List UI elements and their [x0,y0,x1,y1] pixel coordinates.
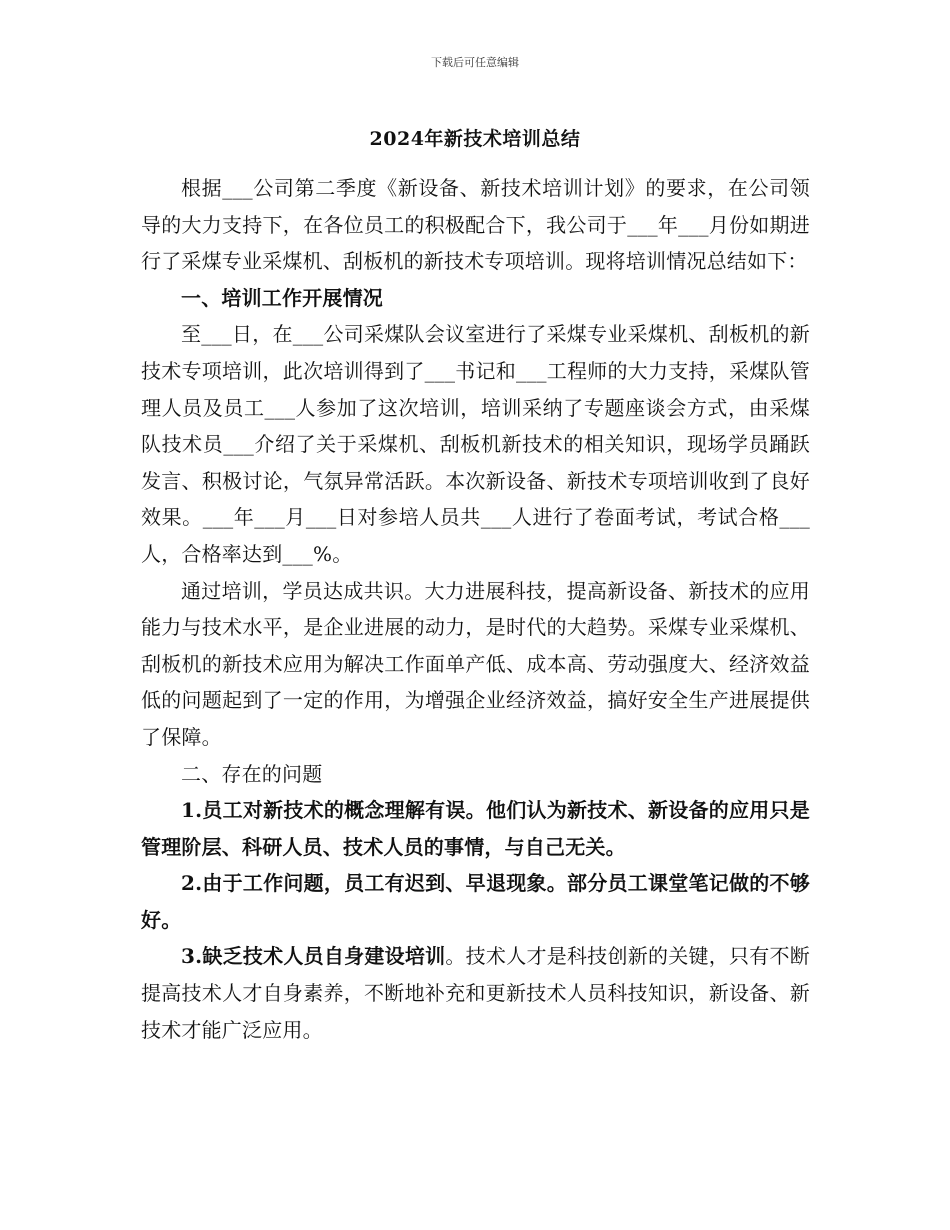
page-header-note: 下载后可任意编辑 [431,56,519,69]
problem-item-3-rest: 。技术人才是科技创新的关键，只有不断提高技术人才自身素养，不断地补充和更新技术人员科技知识，新设备、新技术才能广泛应用。 [141,944,810,1042]
document-body [141,170,810,1048]
problem-item-1: 1.员工对新技术的概念理解有误。他们认为新技术、新设备的应用只是管理阶层、科研人员、技术人员的事情，与自己无关。 [141,798,810,859]
section-heading-training: 一、培训工作开展情况 [181,285,383,310]
document-title: 2024年新技术培训总结 [369,128,581,150]
problem-item-3-lead: 3.缺乏技术人员自身建设培训 [181,944,446,969]
section-heading-problems: 二、存在的问题 [181,761,323,786]
training-details-paragraph: 至___日，在___公司采煤队会议室进行了采煤专业采煤机、刮板机的新技术专项培训，此次培训得到了___书记和___工程师的大力支持，采煤队管理人员及员工___人参加了这次培训，培训采纳了专题座谈会方式，由采煤队技术员___介绍了关于采煤机、刮板机新技术的相关知识，现场学员踊跃发言、积极讨论，气氛异常活跃。本次新设备、新技术专项培训收到了良好效果。___年___月___日对参培人员共___人进行了卷面考试，考试合格___人，合格率达到___%。 [141,322,810,566]
training-outcome-paragraph: 通过培训，学员达成共识。大力进展科技，提高新设备、新技术的应用能力与技术水平，是企业进展的动力，是时代的大趋势。采煤专业采煤机、刮板机的新技术应用为解决工作面单产低、成本高、劳动强度大、经济效益低的问题起到了一定的作用，为增强企业经济效益，搞好安全生产进展提供了保障。 [141,578,810,749]
intro-paragraph: 根据___公司第二季度《新设备、新技术培训计划》的要求，在公司领导的大力支持下，在各位员工的积极配合下，我公司于___年___月份如期进行了采煤专业采煤机、刮板机的新技术专项培训。现将培训情况总结如下： [141,176,810,274]
problem-item-2: 2.由于工作问题，员工有迟到、早退现象。部分员工课堂笔记做的不够好。 [141,871,810,932]
problem-item-3 [141,938,810,1048]
